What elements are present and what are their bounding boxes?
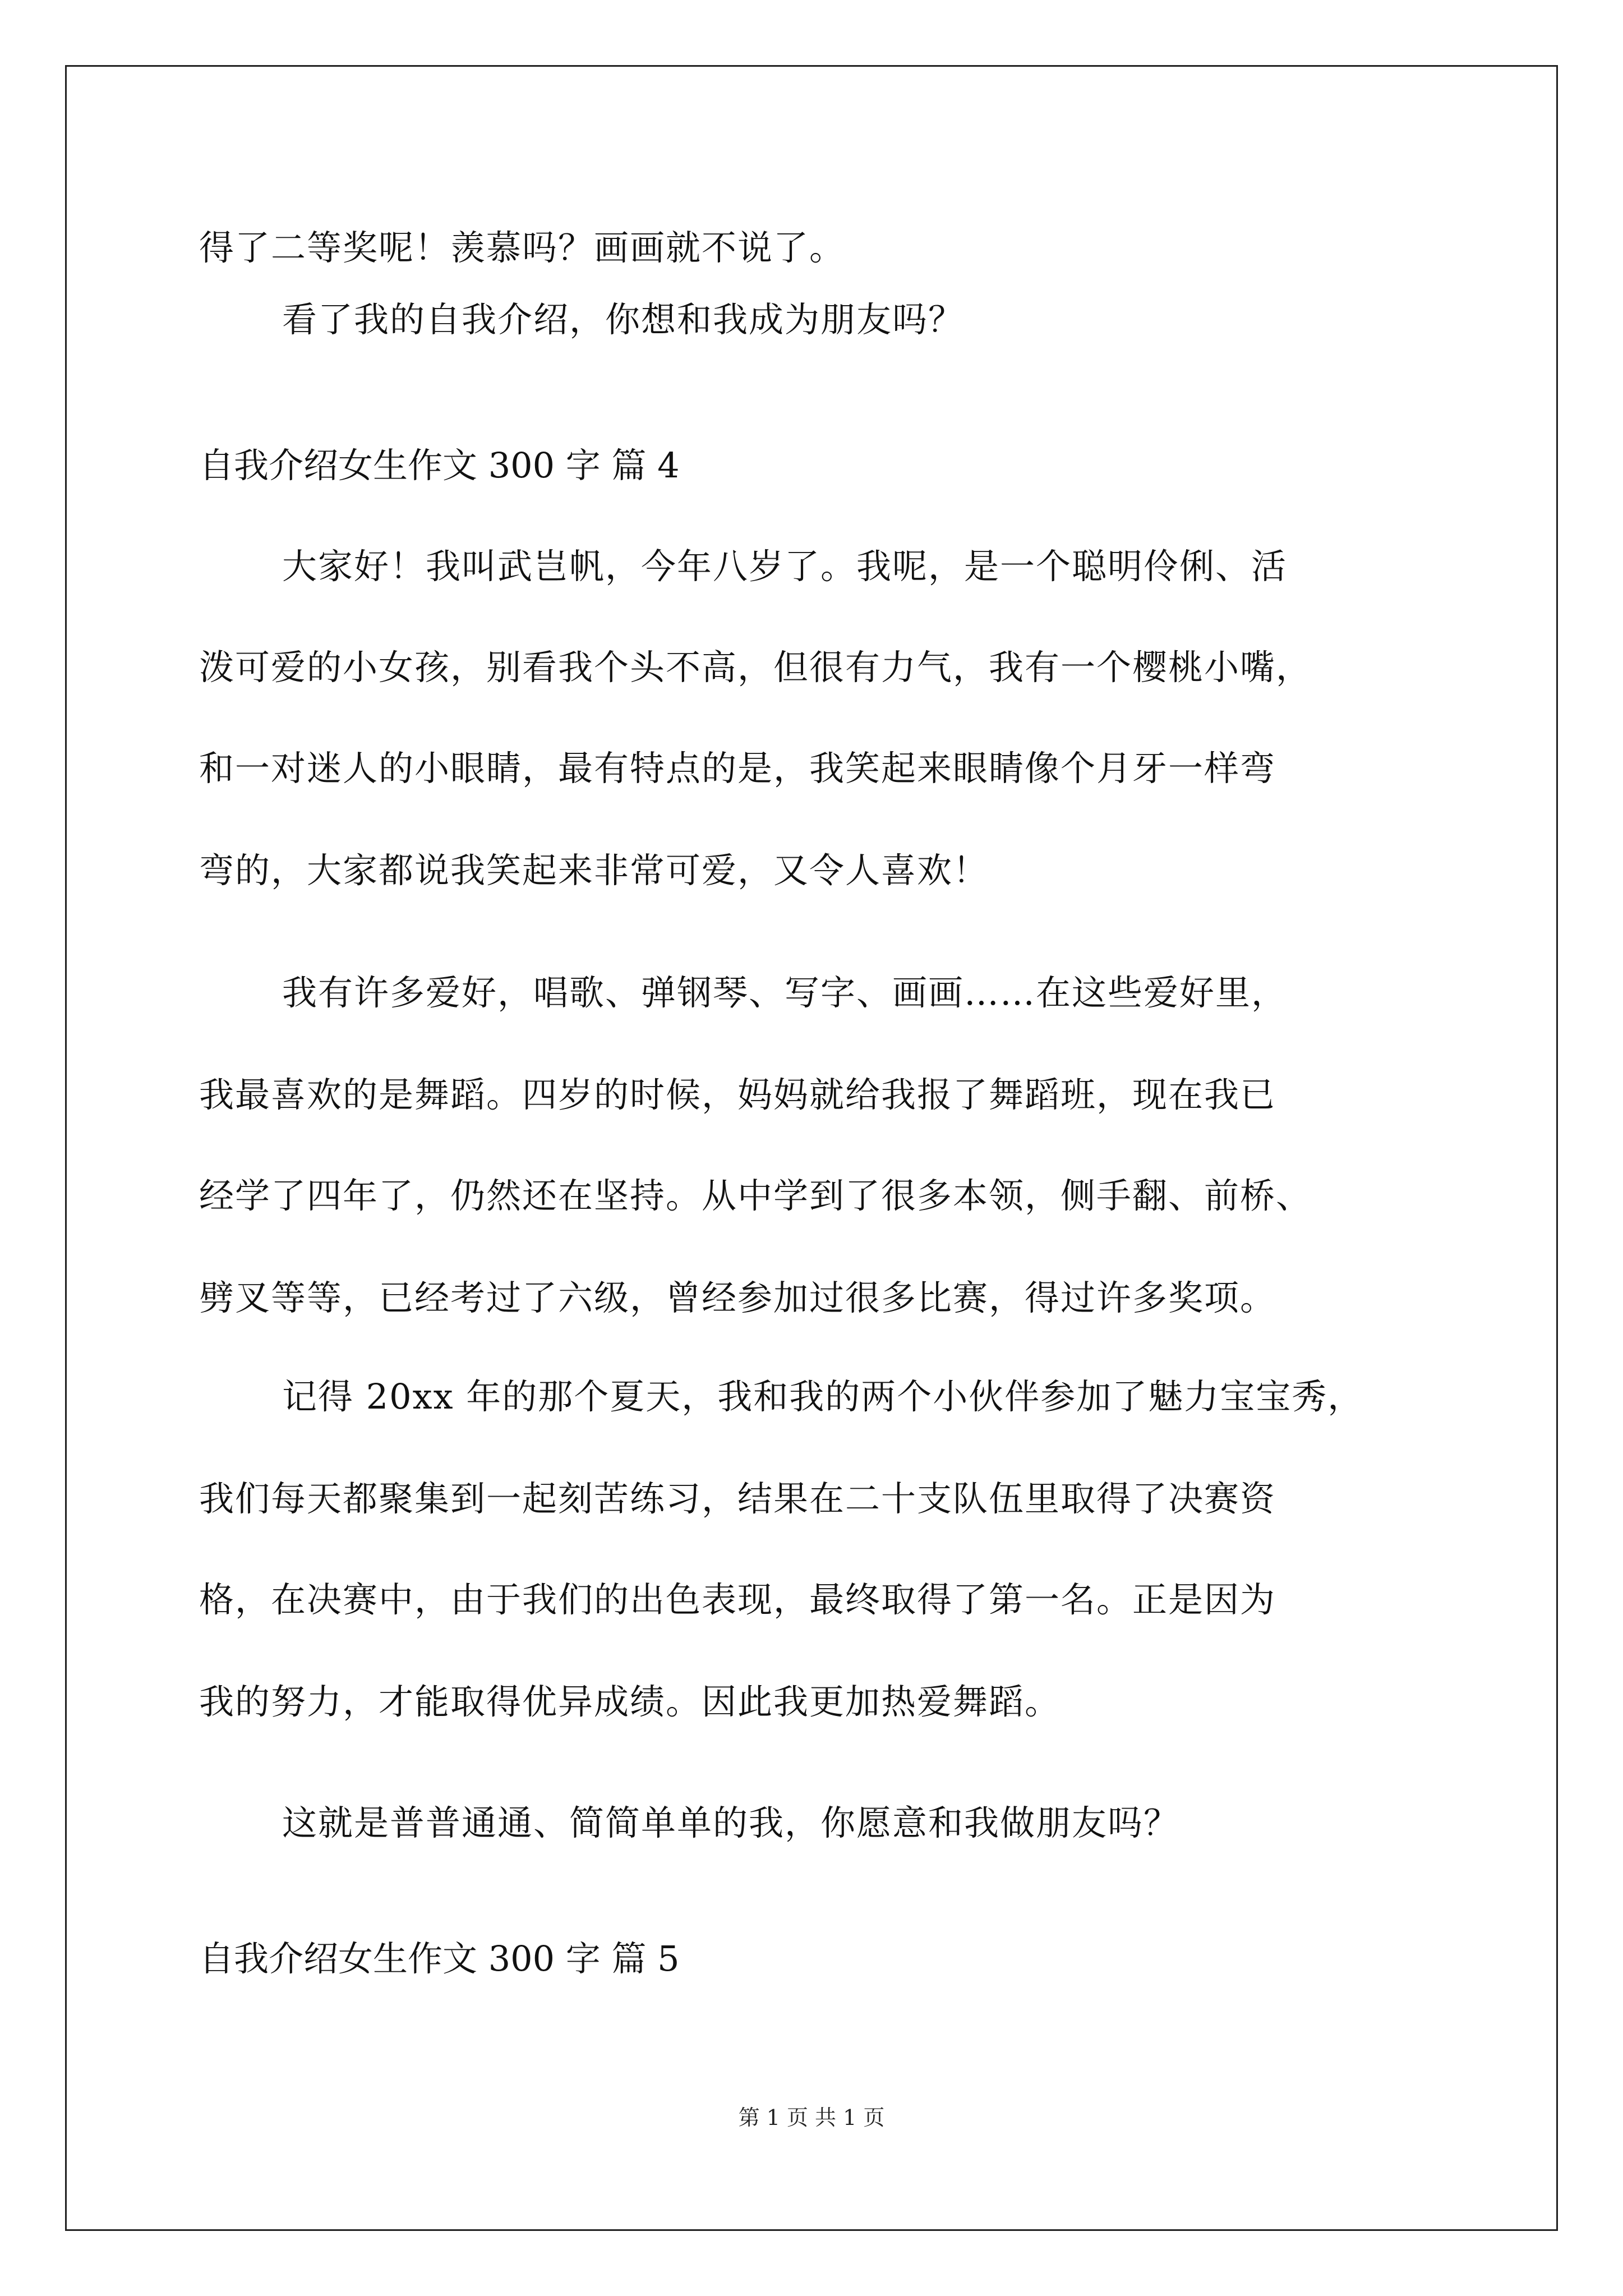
page-border — [65, 65, 1558, 2231]
section-heading-4: 自我介绍女生作文 300 字 篇 4 — [199, 445, 680, 486]
paragraph-line: 我的努力，才能取得优异成绩。因此我更加热爱舞蹈。 — [199, 1681, 1061, 1722]
paragraph-line: 格，在决赛中，由于我们的出色表现，最终取得了第一名。正是因为 — [199, 1579, 1276, 1620]
paragraph-line: 我们每天都聚集到一起刻苦练习，结果在二十支队伍里取得了决赛资 — [199, 1478, 1276, 1519]
paragraph-line: 经学了四年了，仍然还在坚持。从中学到了很多本领，侧手翻、前桥、 — [199, 1175, 1312, 1216]
section-heading-5: 自我介绍女生作文 300 字 篇 5 — [199, 1938, 680, 1979]
paragraph-line: 得了二等奖呢！羡慕吗？画画就不说了。 — [199, 227, 846, 268]
paragraph-line: 我有许多爱好，唱歌、弹钢琴、写字、画画……在这些爱好里， — [282, 972, 1288, 1013]
paragraph-line: 看了我的自我介绍，你想和我成为朋友吗？ — [282, 299, 965, 340]
paragraph-line: 大家好！我叫武岂帆，今年八岁了。我呢，是一个聪明伶俐、活 — [282, 546, 1288, 587]
paragraph-line: 泼可爱的小女孩，别看我个头不高，但很有力气，我有一个樱桃小嘴， — [199, 647, 1312, 688]
paragraph-line: 记得 20xx 年的那个夏天，我和我的两个小伙伴参加了魅力宝宝秀， — [282, 1376, 1364, 1417]
paragraph-line: 劈叉等等，已经考过了六级，曾经参加过很多比赛，得过许多奖项。 — [199, 1277, 1276, 1318]
paragraph-line: 和一对迷人的小眼睛，最有特点的是，我笑起来眼睛像个月牙一样弯 — [199, 748, 1276, 789]
paragraph-line: 弯的，大家都说我笑起来非常可爱，又令人喜欢！ — [199, 850, 989, 891]
page-number-footer: 第 1 页 共 1 页 — [738, 2105, 885, 2130]
paragraph-line: 我最喜欢的是舞蹈。四岁的时候，妈妈就给我报了舞蹈班，现在我已 — [199, 1074, 1276, 1115]
paragraph-line: 这就是普普通通、简简单单的我，你愿意和我做朋友吗？ — [282, 1802, 1180, 1843]
